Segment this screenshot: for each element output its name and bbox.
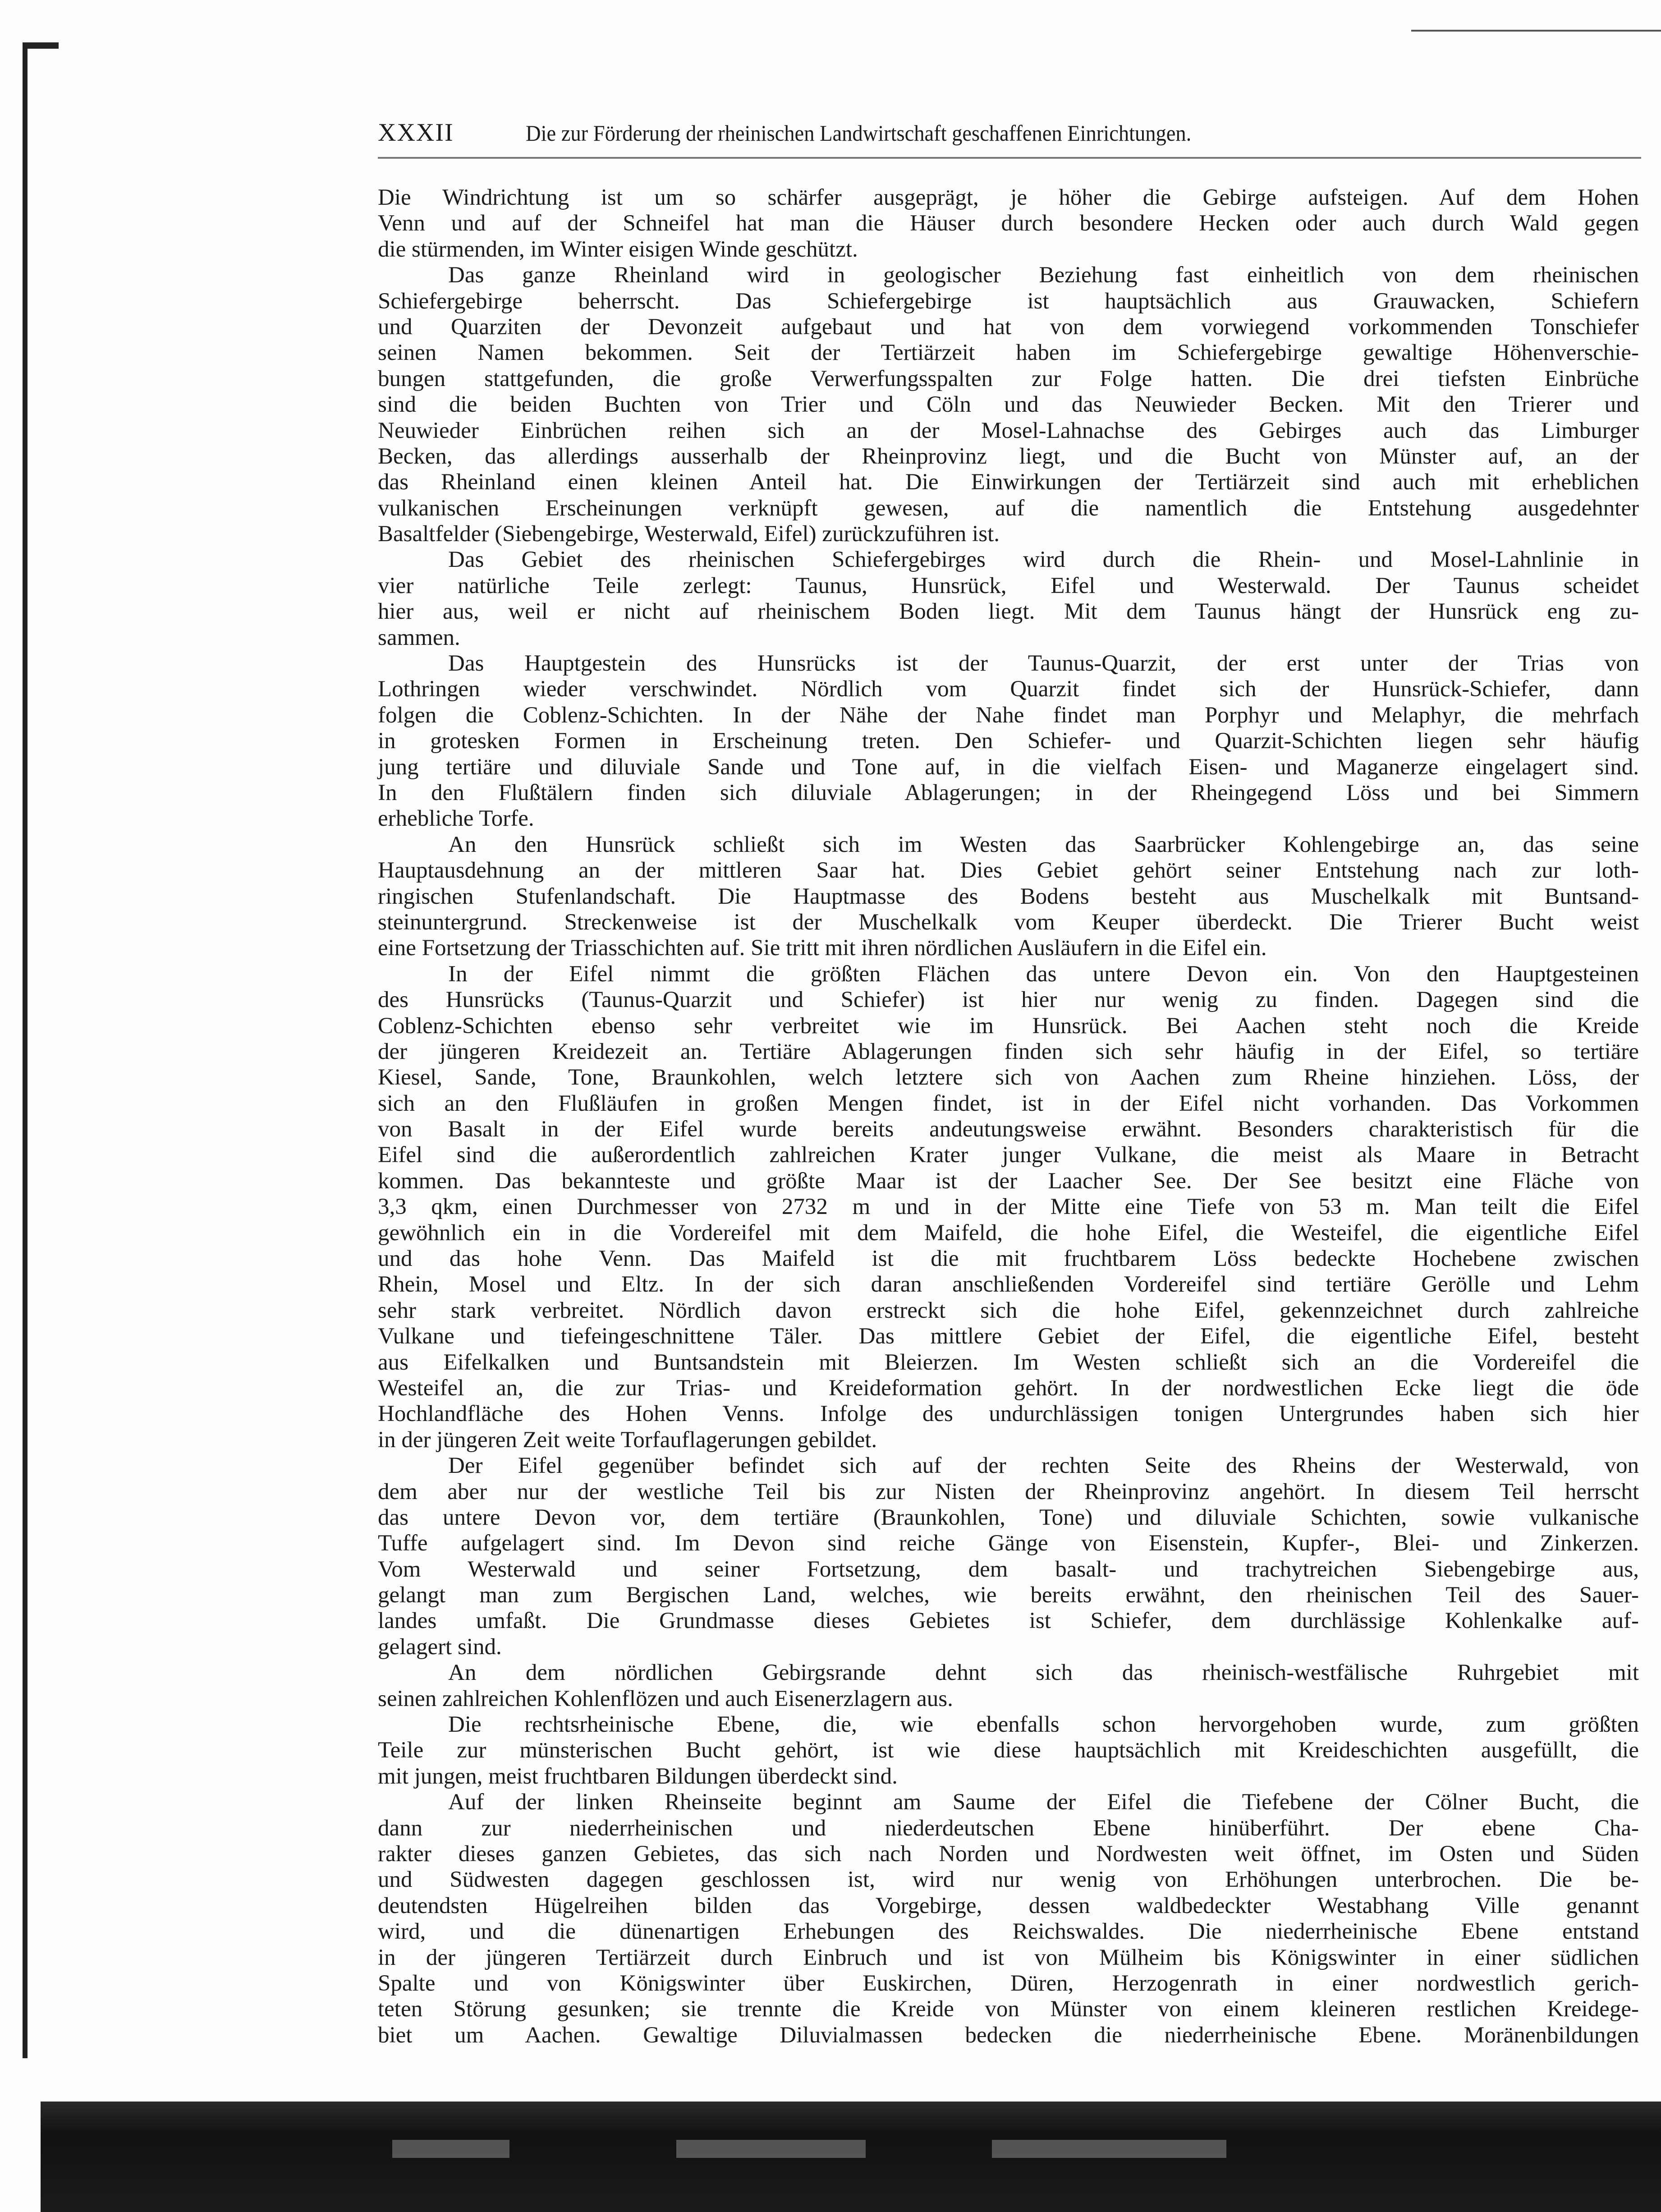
text-line: Das Gebiet des rheinischen Schiefergebirges wird durch die Rhein- und Mosel-Lahnlinie in [448, 547, 1639, 573]
paragraph [378, 832, 1639, 961]
text-line: sammen. [378, 625, 460, 650]
text-line: in der jüngeren Zeit weite Torfauflagerungen gebildet. [378, 1427, 877, 1453]
text-line: Lothringen wieder verschwindet. Nördlich vom Quarzit findet sich der Hunsrück-Schiefer, dann [378, 676, 1639, 702]
text-line: Hochlandfläche des Hohen Venns. Infolge des undurchlässigen tonigen Untergrundes haben sich hier [378, 1401, 1639, 1427]
page-header [378, 118, 1640, 150]
text-line: vier natürliche Teile zerlegt: Taunus, Hunsrück, Eifel und Westerwald. Der Taunus scheidet [378, 573, 1639, 598]
text-line: An den Hunsrück schließt sich im Westen das Saarbrücker Kohlengebirge an, das seine [448, 832, 1639, 857]
text-line: Der Eifel gegenüber befindet sich auf der rechten Seite des Rheins der Westerwald, von [448, 1453, 1639, 1479]
text-line: An dem nördlichen Gebirgsrande dehnt sich das rheinisch-westfälische Ruhrgebiet mit [448, 1660, 1639, 1686]
paragraph [378, 262, 1639, 547]
scan-artifact-streak [992, 2140, 1226, 2158]
text-line: Westeifel an, die zur Trias- und Kreideformation gehört. In der nordwestlichen Ecke liegt die öde [378, 1375, 1639, 1401]
header-divider [378, 157, 1641, 159]
text-line: Hauptausdehnung an der mittleren Saar hat. Dies Gebiet gehört seiner Entstehung nach zur loth- [378, 858, 1639, 883]
text-line: und Südwesten dagegen geschlossen ist, wird nur wenig von Erhöhungen unterbrochen. Die be- [378, 1867, 1639, 1893]
text-line: biet um Aachen. Gewaltige Diluvialmassen bedecken die niederrheinische Ebene. Moränenbildungen [378, 2022, 1639, 2048]
body-text [378, 185, 1639, 2048]
text-line: wird, und die dünenartigen Erhebungen des Reichswaldes. Die niederrheinische Ebene entstand [378, 1919, 1639, 1945]
text-line: ringischen Stufenlandschaft. Die Hauptmasse des Bodens besteht aus Muschelkalk mit Buntsand- [378, 883, 1639, 909]
page-number: XXXII [378, 119, 454, 147]
scan-artifact-streak [676, 2140, 866, 2158]
text-line: Eifel sind die außerordentlich zahlreichen Krater junger Vulkane, die meist als Maare in Betracht [378, 1142, 1639, 1168]
paragraph [378, 651, 1639, 832]
text-line: der jüngeren Kreidezeit an. Tertiäre Ablagerungen finden sich sehr häufig in der Eifel, so tertiäre [378, 1039, 1639, 1064]
text-line: In der Eifel nimmt die größten Flächen das untere Devon ein. Von den Hauptgesteinen [448, 961, 1639, 987]
text-line: die stürmenden, im Winter eisigen Winde geschützt. [378, 236, 858, 262]
text-line: kommen. Das bekannteste und größte Maar ist der Laacher See. Der See besitzt eine Fläche von [378, 1168, 1639, 1194]
text-line: und das hohe Venn. Das Maifeld ist die mit fruchtbarem Löss bedeckte Hochebene zwischen [378, 1246, 1639, 1272]
text-line: Kiesel, Sande, Tone, Braunkohlen, welch letztere sich von Aachen zum Rheine hinziehen. Löss, der [378, 1065, 1639, 1090]
running-title: Die zur Förderung der rheinischen Landwirtschaft geschaffenen Einrichtungen. [526, 120, 1192, 146]
text-line: In den Flußtälern finden sich diluviale Ablagerungen; in der Rheingegend Löss und bei Simmern [378, 780, 1639, 805]
paragraph [378, 185, 1639, 262]
text-line: vulkanischen Erscheinungen verknüpft gewesen, auf die namentlich die Entstehung ausgedehnter [378, 495, 1639, 521]
text-line: sehr stark verbreitet. Nördlich davon erstreckt sich die hohe Eifel, gekennzeichnet durch zahlreiche [378, 1297, 1639, 1323]
text-line: 3,3 qkm, einen Durchmesser von 2732 m und in der Mitte eine Tiefe von 53 m. Man teilt die Eifel [378, 1194, 1639, 1220]
text-line: Auf der linken Rheinseite beginnt am Saume der Eifel die Tiefebene der Cölner Bucht, die [448, 1789, 1639, 1815]
scan-artifact-corner-mark [23, 42, 59, 49]
text-line: Basaltfelder (Siebengebirge, Westerwald, Eifel) zurückzuführen ist. [378, 521, 1000, 547]
text-line: gelagert sind. [378, 1634, 502, 1660]
text-line: Tuffe aufgelagert sind. Im Devon sind reiche Gänge von Eisenstein, Kupfer-, Blei- und Zinkerzen. [378, 1531, 1639, 1556]
text-line: Coblenz-Schichten ebenso sehr verbreitet wie im Hunsrück. Bei Aachen steht noch die Kreide [378, 1013, 1639, 1039]
paragraph [378, 547, 1639, 651]
text-line: teten Störung gesunken; sie trennte die Kreide von Münster von einem kleineren restlichen Kreidege- [378, 1996, 1639, 2022]
paragraph [378, 1453, 1639, 1660]
text-line: seinen zahlreichen Kohlenflözen und auch Eisenerzlagern aus. [378, 1686, 953, 1711]
text-line: seinen Namen bekommen. Seit der Tertiärzeit haben im Schiefergebirge gewaltige Höhenverschie- [378, 340, 1639, 366]
paragraph [378, 961, 1639, 1453]
text-line: Neuwieder Einbrüchen reihen sich an der Mosel-Lahnachse des Gebirges auch das Limburger [378, 418, 1639, 443]
text-line: gewöhnlich ein in die Vordereifel mit dem Maifeld, die hohe Eifel, die Westeifel, die eigentliche Eifel [378, 1220, 1639, 1246]
text-line: Venn und auf der Schneifel hat man die Häuser durch besondere Hecken oder auch durch Wald gegen [378, 211, 1639, 236]
text-line: eine Fortsetzung der Triasschichten auf. Sie tritt mit ihren nördlichen Ausläufern in die Eifel ein. [378, 935, 1267, 961]
text-line: das untere Devon vor, dem tertiäre (Braunkohlen, Tone) und diluviale Schichten, sowie vulkanische [378, 1504, 1639, 1530]
text-line: Rhein, Mosel und Eltz. In der sich daran anschließenden Vordereifel sind tertiäre Gerölle und Lehm [378, 1272, 1639, 1297]
text-line: und Quarziten der Devonzeit aufgebaut und hat von dem vorwiegend vorkommenden Tonschiefer [378, 314, 1639, 340]
text-line: erhebliche Torfe. [378, 806, 534, 832]
text-line: Schiefergebirge beherrscht. Das Schiefergebirge ist hauptsächlich aus Grauwacken, Schiefern [378, 288, 1639, 314]
text-line: Spalte und von Königswinter über Euskirchen, Düren, Herzogenrath in einer nordwestlich gerich- [378, 1970, 1639, 1996]
text-line: Die Windrichtung ist um so schärfer ausgeprägt, je höher die Gebirge aufsteigen. Auf dem Hohen [378, 185, 1639, 210]
text-line: steinuntergrund. Streckenweise ist der Muschelkalk vom Keuper überdeckt. Die Trierer Bucht weist [378, 909, 1639, 935]
text-line: dann zur niederrheinischen und niederdeutschen Ebene hinüberführt. Der ebene Cha- [378, 1815, 1639, 1841]
text-line: rakter dieses ganzen Gebietes, das sich nach Norden und Nordwesten weit öffnet, im Osten und Süden [378, 1841, 1639, 1867]
text-line: Das Hauptgestein des Hunsrücks ist der Taunus-Quarzit, der erst unter der Trias von [448, 651, 1639, 676]
text-line: jung tertiäre und diluviale Sande und Tone auf, in die vielfach Eisen- und Maganerze eingelagert sind. [378, 754, 1639, 780]
text-line: Becken, das allerdings ausserhalb der Rheinprovinz liegt, und die Bucht von Münster auf, an der [378, 443, 1639, 469]
text-line: des Hunsrücks (Taunus-Quarzit und Schiefer) ist hier nur wenig zu finden. Dagegen sind die [378, 987, 1639, 1013]
text-line: Vom Westerwald und seiner Fortsetzung, dem basalt- und trachytreichen Siebengebirge aus, [378, 1556, 1639, 1582]
text-line: dem aber nur der westliche Teil bis zur Nisten der Rheinprovinz angehört. In diesem Teil herrscht [378, 1479, 1639, 1504]
text-line: in grotesken Formen in Erscheinung treten. Den Schiefer- und Quarzit-Schichten liegen sehr häufig [378, 728, 1639, 754]
text-line: gelangt man zum Bergischen Land, welches, wie bereits erwähnt, den rheinischen Teil des Sauer- [378, 1582, 1639, 1608]
scan-artifact-left-edge [23, 42, 28, 2058]
paragraph [378, 1789, 1639, 2048]
text-line: sind die beiden Buchten von Trier und Cöln und das Neuwieder Becken. Mit den Trierer und [378, 392, 1639, 418]
text-line: bungen stattgefunden, die große Verwerfungsspalten zur Folge hatten. Die drei tiefsten Einbrüche [378, 366, 1639, 391]
text-line: landes umfaßt. Die Grundmasse dieses Gebietes ist Schiefer, dem durchlässige Kohlenkalke auf- [378, 1608, 1639, 1634]
text-line: Die rechtsrheinische Ebene, die, wie ebenfalls schon hervorgehoben wurde, zum größten [448, 1712, 1639, 1738]
text-line: hier aus, weil er nicht auf rheinischem Boden liegt. Mit dem Taunus hängt der Hunsrück eng zu- [378, 599, 1639, 625]
text-line: deutendsten Hügelreihen bilden das Vorgebirge, dessen waldbedeckter Westabhang Ville genannt [378, 1893, 1639, 1918]
text-line: das Rheinland einen kleinen Anteil hat. Die Einwirkungen der Tertiärzeit sind auch mit erheblichen [378, 469, 1639, 495]
paragraph [378, 1712, 1639, 1789]
scan-artifact-streak [392, 2140, 509, 2158]
text-line: mit jungen, meist fruchtbaren Bildungen überdeckt sind. [378, 1763, 898, 1789]
text-line: Teile zur münsterischen Bucht gehört, ist wie diese hauptsächlich mit Kreideschichten ausgefüllt, die [378, 1738, 1639, 1763]
paragraph [378, 1660, 1639, 1712]
text-line: folgen die Coblenz-Schichten. In der Nähe der Nahe findet man Porphyr und Melaphyr, die mehrfach [378, 702, 1639, 728]
scan-artifact-top-line [1411, 30, 1661, 32]
text-line: aus Eifelkalken und Buntsandstein mit Bleierzen. Im Westen schließt sich an die Vordereifel die [378, 1349, 1639, 1375]
text-line: sich an den Flußläufen in großen Mengen findet, ist in der Eifel nicht vorhanden. Das Vorkommen [378, 1090, 1639, 1116]
text-line: Vulkane und tiefeingeschnittene Täler. Das mittlere Gebiet der Eifel, die eigentliche Eifel, besteht [378, 1324, 1639, 1349]
text-line: Das ganze Rheinland wird in geologischer Beziehung fast einheitlich von dem rheinischen [448, 262, 1639, 288]
text-line: in der jüngeren Tertiärzeit durch Einbruch und ist von Mülheim bis Königswinter in einer südlichen [378, 1945, 1639, 1970]
text-line: von Basalt in der Eifel wurde bereits andeutungsweise erwähnt. Besonders charakteristisch für die [378, 1117, 1639, 1142]
